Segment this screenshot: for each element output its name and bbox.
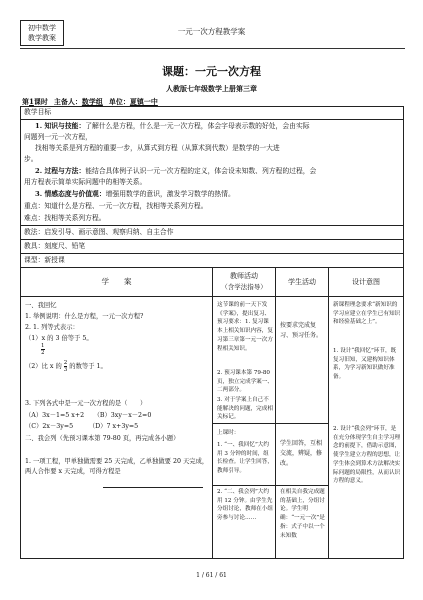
design-intro: 新课程理念要求“新知识的学习应建立在学生已有知识和经验基础之上”。 — [333, 302, 401, 326]
difficulty: 难点：找相等关系列方程。 — [24, 214, 106, 222]
goal-2-line-1: 能结合具体例子认识一元一次方程的定义，体会设未知数、列方程的过程，会 — [85, 167, 317, 175]
key-point: 重点：知道什么是方程、一元一次方程，找相等关系列方程。 — [24, 202, 208, 210]
teacher-prep-2: 2. 预习课本第 79-80 页，独立完成学案一、二两部分。 — [217, 370, 273, 394]
goal-1-label: 1. 知识与技能： — [35, 122, 86, 130]
goal-2-line-2: 用方程表示简单实际问题中的相等关系。 — [24, 178, 147, 186]
column-divider — [328, 267, 329, 559]
student-divider — [276, 485, 328, 486]
teacher-inclass-1: 1. “一、我回忆”大约用 3 分钟的时间，组长检查。让学生回答，教师引导。 — [217, 442, 273, 475]
frac-numerator: 1 — [41, 343, 45, 349]
answer-blank — [103, 487, 203, 488]
study-line-5-b: 的数等于 1。 — [69, 363, 107, 370]
teacher-inclass-2: 2. “二、我会列”大约用 12 分钟。由学生先分组讨论，教师在小组旁参与讨论…… — [217, 489, 273, 522]
column-divider — [275, 267, 276, 559]
study-line-1: 一、我回忆 — [25, 302, 57, 309]
teacher-divider — [213, 423, 275, 424]
goal-3-label: 3. 情感态度与价值观： — [35, 190, 106, 198]
teacher-inclass-heading: 上课时： — [217, 430, 240, 436]
header-row-divider — [21, 296, 403, 297]
lesson-plan-table — [20, 106, 404, 559]
section-divider — [21, 225, 403, 226]
preparer-value: 数学组 — [81, 97, 103, 106]
design-point-1: 1. 设计“我回忆”环节，既复习旧知，又建构知识体系，为学习新知识做好准备。 — [333, 348, 397, 381]
study-line-3: 2. 1. 列等式表示： — [25, 324, 79, 331]
frac-denominator: 2 — [41, 350, 45, 356]
period-number: 1 — [29, 97, 34, 106]
study-line-5-a: （2）比 x 的 — [25, 363, 62, 370]
goal-1-line-4: 步。 — [24, 155, 38, 163]
section-divider — [21, 253, 403, 254]
study-line-2: 1. 举例说明：什么是方程，一元一次方程? — [25, 313, 144, 320]
unit-value: 夏镇一中 — [129, 97, 158, 106]
lesson-type: 课型：新授课 — [24, 256, 65, 264]
teaching-aids: 教具：刻度尺、铅笔 — [24, 242, 86, 250]
goal-1-line-3: 找相等关系是列方程的重要一步，从算式到方程（从算术到代数）是数学的一大进 — [35, 144, 280, 152]
study-line-11: 1. 一项工程，甲单独做需要 25 天完成，乙单独做要 20 天完成，两人合作要 x 天完成，可得方程是 — [25, 458, 209, 475]
running-title: 一元一次方程教学案 — [177, 27, 246, 36]
header-design: 设计意图 — [352, 278, 380, 286]
unit-label: 单位： — [108, 97, 130, 106]
student-answer: 学生回答，互相交流，辨疑，修改。 — [280, 440, 323, 467]
page-footer: 1 / 61 / 61 — [196, 572, 227, 579]
student-discussion: 在相关自我完成题的基础上，分组讨论。学生明确：“一元一次”是指：式子中以一个未知数 — [280, 489, 325, 539]
goals-heading-divider — [21, 119, 403, 120]
teacher-prep-1: 这节课的前一天下发《学案》，提出复习、预习要求：1. 复习课本上相关知识内容，复习第三章第一元一次方程相关知识。 — [217, 302, 273, 352]
period-prefix: 第 — [22, 97, 29, 106]
goal-1-line-1: 了解什么是方程，什么是一元一次方程，体会字母表示数的好处，会由实际 — [85, 122, 310, 130]
lesson-title: 课题：一元一次方程 — [162, 65, 261, 78]
student-divider — [276, 423, 328, 424]
study-line-5 — [25, 360, 107, 373]
goals-heading: 教学目标 — [24, 108, 52, 116]
design-point-2: 2. 设计“我会列”环节，是在充分体现学生自主学习理念的前提下，借助示意图，使学生建立方程的思想，让学生体会到算术方法解决实际问题的局限性，从而认识方程的意义。 — [333, 426, 401, 485]
badge-line-2: 教学教案 — [28, 34, 56, 42]
header-teacher: 教师活动 — [230, 272, 258, 280]
fraction-half — [41, 343, 45, 356]
preparer-label: 主备人： — [53, 97, 82, 106]
header-teacher-sub: （含学法指导） — [221, 283, 267, 291]
frac2-numerator: 2 — [63, 360, 68, 366]
header-study: 学 案 — [101, 277, 132, 286]
header-student: 学生活动 — [288, 278, 316, 286]
goal-2-label: 2. 过程与方法： — [35, 167, 86, 175]
teacher-prep-3: 3. 对于学案上自己不能解决的问题，完成相关标记。 — [217, 397, 273, 421]
study-line-10: 二、我会列（先预习课本第 79-80 页，再完成各小题） — [25, 435, 180, 442]
badge-line-1: 初中数学 — [28, 24, 56, 32]
teacher-divider — [213, 485, 275, 486]
section-divider — [21, 239, 403, 240]
teaching-methods: 教法：启发引导、画示意图、观察归纳、自主合作 — [24, 228, 174, 236]
textbook-info: 人教版七年级数学上册第三章 — [166, 84, 257, 93]
study-line-9: （C）2x－3y=5 （D）7 x+3y=5 — [25, 423, 139, 430]
study-line-8: （A）3x－1=5 x+2 （B）3xy－x－2=0 — [25, 412, 152, 419]
goal-3-text: 增强用数学的意识，激发学习数学的热情。 — [105, 190, 235, 198]
column-divider — [212, 267, 213, 559]
frac2-denominator: 3 — [63, 367, 68, 373]
study-line-4: （1）x 的 3 倍等于 5。 — [25, 335, 93, 342]
goal-1-line-2: 问题列一元一次方程， — [24, 133, 92, 141]
study-line-7: 3. 下列各式中是一元一次方程的是（ ） — [25, 400, 147, 407]
period-suffix: 课时 — [33, 97, 48, 106]
header-rule — [20, 48, 405, 49]
student-prep: 按要求完成复习、预习任务。 — [280, 322, 323, 339]
